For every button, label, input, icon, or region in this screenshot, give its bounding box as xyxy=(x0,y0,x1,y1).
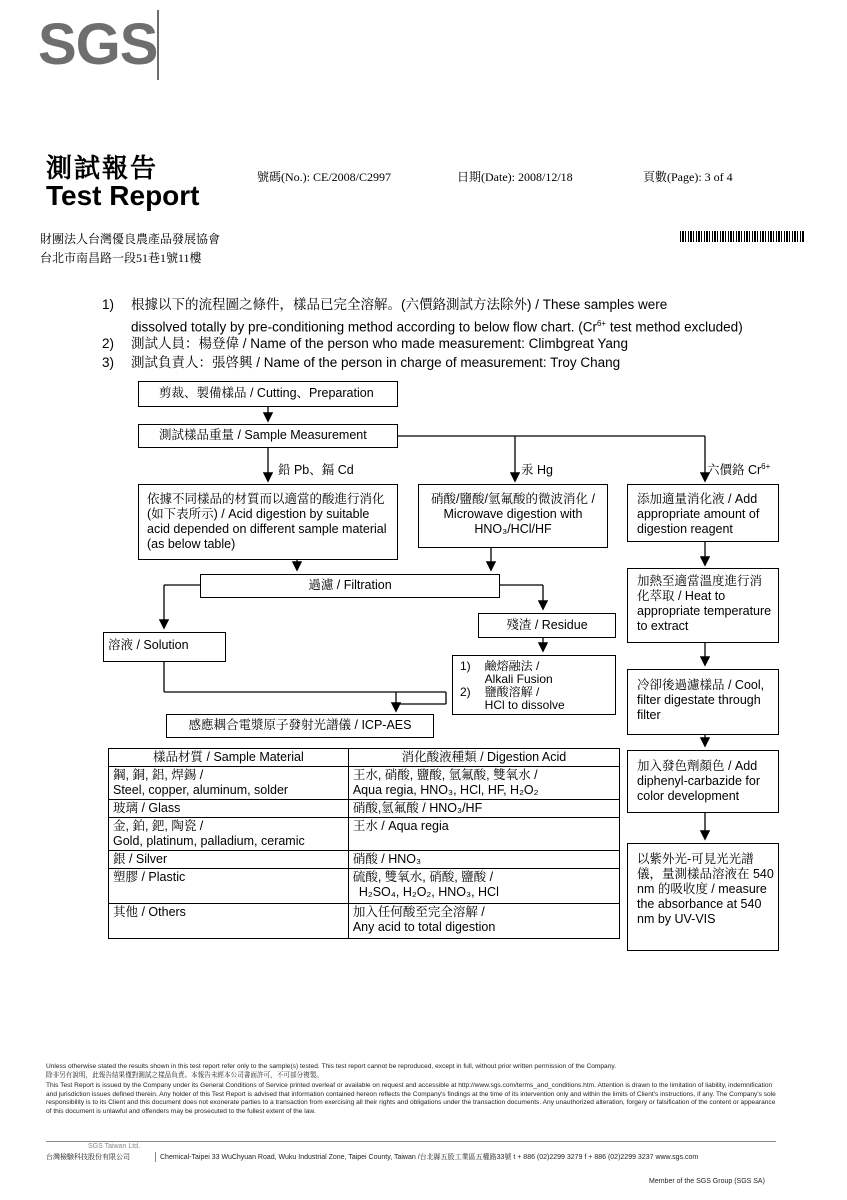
company-name-cn: 台灣檢驗科技股份有限公司 xyxy=(46,1154,130,1161)
step-cr-heat-extract: 加熱至適當溫度進行消化萃取 / Heat to appropriate temperature to extract xyxy=(627,568,779,643)
table-row xyxy=(109,818,620,851)
digestion-acid-table xyxy=(108,748,620,939)
page-number: 頁數(Page): 3 of 4 xyxy=(643,170,733,184)
header-digestion-acid: 消化酸液種類 / Digestion Acid xyxy=(348,749,619,767)
step-microwave-digestion: 硝酸/鹽酸/氫氟酸的微波消化 / Microwave digestion with HNO₃/HCl/HF xyxy=(418,484,608,548)
item-1-number: 1) xyxy=(102,297,115,312)
company-name-en: SGS Taiwan Ltd. xyxy=(88,1143,141,1150)
item-2-number: 2) xyxy=(102,336,115,351)
item-1-line1: 根據以下的流程圖之條件，樣品已完全溶解。(六價鉻測試方法除外) / These samples were xyxy=(131,297,668,312)
footer-terms: This Test Report is issued by the Company under its General Conditions of Service printed overleaf or available on request and accessible at http://www.sgs.com/terms_and_conditions.htm. Attention is drawn to the limitation of liability, indemnification and jurisdiction issues defined therein. Any holder of this Test Report is advised that information contained hereon reflects the Company's findings at the time of its intervention only and within the limits of Client's instructions, if any. The Company's sole responsibility is to its Client and this document does not exonerate parties to a transaction from exercising all their rights and obligations under the transaction documents. Any unauthorized alteration, forgery or falsification of the content or appearance of this document is unlawful and offenders may be prosecuted to the fullest extent of the law. xyxy=(46,1082,776,1115)
step-cr-cool-filter: 冷卻後過濾樣品 / Cool, filter digestate through filter xyxy=(627,669,779,735)
report-date: 日期(Date): 2008/12/18 xyxy=(457,170,573,184)
step-alkali-fusion: 1) 鹼熔融法 / Alkali Fusion 2) 鹽酸溶解 / HCl to dissolve xyxy=(452,655,616,715)
company-address: Chemical-Taipei 33 WuChyuan Road, Wuku Industrial Zone, Taipei County, Taiwan /台北縣五股工業區五權路33號 t + 886 (02)2299 3279 f + 886 (02)2299 3237 www.sgs.com xyxy=(155,1152,698,1162)
item-3-number: 3) xyxy=(102,355,115,370)
branch-cr-label: 六價鉻 $Cr^{6+}$ xyxy=(707,461,771,477)
acid-cell: 加入任何酸至完全溶解 / Any acid to total digestion xyxy=(348,904,619,939)
header-sample-material: 樣品材質 / Sample Material xyxy=(109,749,349,767)
client-address: 台北市南昌路一段51巷1號11樓 xyxy=(40,251,202,265)
title-chinese: 測試報告 xyxy=(46,153,159,183)
table-row xyxy=(109,904,620,939)
table-row xyxy=(109,767,620,800)
step-cr-add-reagent: 添加適量消化液 / Add appropriate amount of digestion reagent xyxy=(627,484,779,542)
material-cell: 銀 / Silver xyxy=(109,851,349,869)
client-name: 財團法人台灣優良農產品發展協會 xyxy=(40,232,221,246)
branch-hg-label: 汞 Hg xyxy=(521,463,553,477)
step-solution: 溶液 / Solution xyxy=(103,632,226,662)
acid-cell: 硝酸,氫氟酸 / HNO₃/HF xyxy=(348,800,619,818)
material-cell: 鋼, 銅, 鋁, 焊錫 / Steel, copper, aluminum, solder xyxy=(109,767,349,800)
report-number: 號碼(No.): CE/2008/C2997 xyxy=(257,170,391,184)
step-residue: 殘渣 / Residue xyxy=(478,613,616,638)
step-cr-color-development: 加入發色劑顏色 / Add diphenyl-carbazide for color development xyxy=(627,750,779,813)
step-sample-measurement: 測試樣品重量 / Sample Measurement xyxy=(138,424,398,448)
member-of-sgs-group: Member of the SGS Group (SGS SA) xyxy=(649,1178,765,1185)
item-2-text: 測試人員：楊登偉 / Name of the person who made measurement: Climbgreat Yang xyxy=(131,336,628,351)
material-cell: 玻璃 / Glass xyxy=(109,800,349,818)
sgs-logo: SGS xyxy=(38,12,158,77)
footer-divider xyxy=(46,1141,776,1142)
acid-cell: 王水, 硝酸, 鹽酸, 氫氟酸, 雙氧水 / Aqua regia, HNO₃, HCl, HF, H₂O₂ xyxy=(348,767,619,800)
table-header-row xyxy=(109,749,620,767)
step-cr-uv-vis: 以紫外光-可見光光譜儀，量測樣品溶液在 540 nm 的吸收度 / measure the absorbance at 540 nm by UV-VIS xyxy=(627,843,779,951)
step-acid-digestion: 依據不同樣品的材質而以適當的酸進行消化(如下表所示) / Acid digestion by suitable acid depended on different sample material (as below table) xyxy=(138,484,398,560)
branch-pb-cd-label: 鉛 Pb、鎘 Cd xyxy=(278,463,354,477)
table-row xyxy=(109,869,620,904)
table-row xyxy=(109,851,620,869)
step-filtration: 過濾 / Filtration xyxy=(200,574,500,598)
acid-cell: 硫酸, 雙氧水, 硝酸, 鹽酸 / H₂SO₄, H₂O₂, HNO₃, HCl xyxy=(348,869,619,904)
title-english: Test Report xyxy=(46,180,200,211)
acid-cell: 硝酸 / HNO₃ xyxy=(348,851,619,869)
material-cell: 金, 鉑, 鈀, 陶瓷 / Gold, platinum, palladium, ceramic xyxy=(109,818,349,851)
acid-cell: 王水 / Aqua regia xyxy=(348,818,619,851)
footer-disclaimer-en: Unless otherwise stated the results shown in this test report refer only to the sample(s) tested. This test report cannot be reproduced, except in full, without prior written permission of the Company. xyxy=(46,1063,617,1070)
material-cell: 其他 / Others xyxy=(109,904,349,939)
step-icp-aes: 感應耦合電漿原子發射光譜儀 / ICP-AES xyxy=(166,714,434,738)
step-cutting: 剪裁、製備樣品 / Cutting、Preparation xyxy=(138,381,398,407)
table-row xyxy=(109,800,620,818)
material-cell: 塑膠 / Plastic xyxy=(109,869,349,904)
item-1-line2: dissolved totally by pre-conditioning method according to below flow chart. ($Cr^{6+}$ test method excluded) xyxy=(131,319,743,335)
footer-disclaimer-cn: 除非另有說明，此報告結果僅對測試之樣品負責。本報告未經本公司書面許可，不可部分複製。 xyxy=(46,1072,323,1079)
item-3-text: 測試負責人：張啓興 / Name of the person in charge of measurement: Troy Chang xyxy=(131,355,621,370)
